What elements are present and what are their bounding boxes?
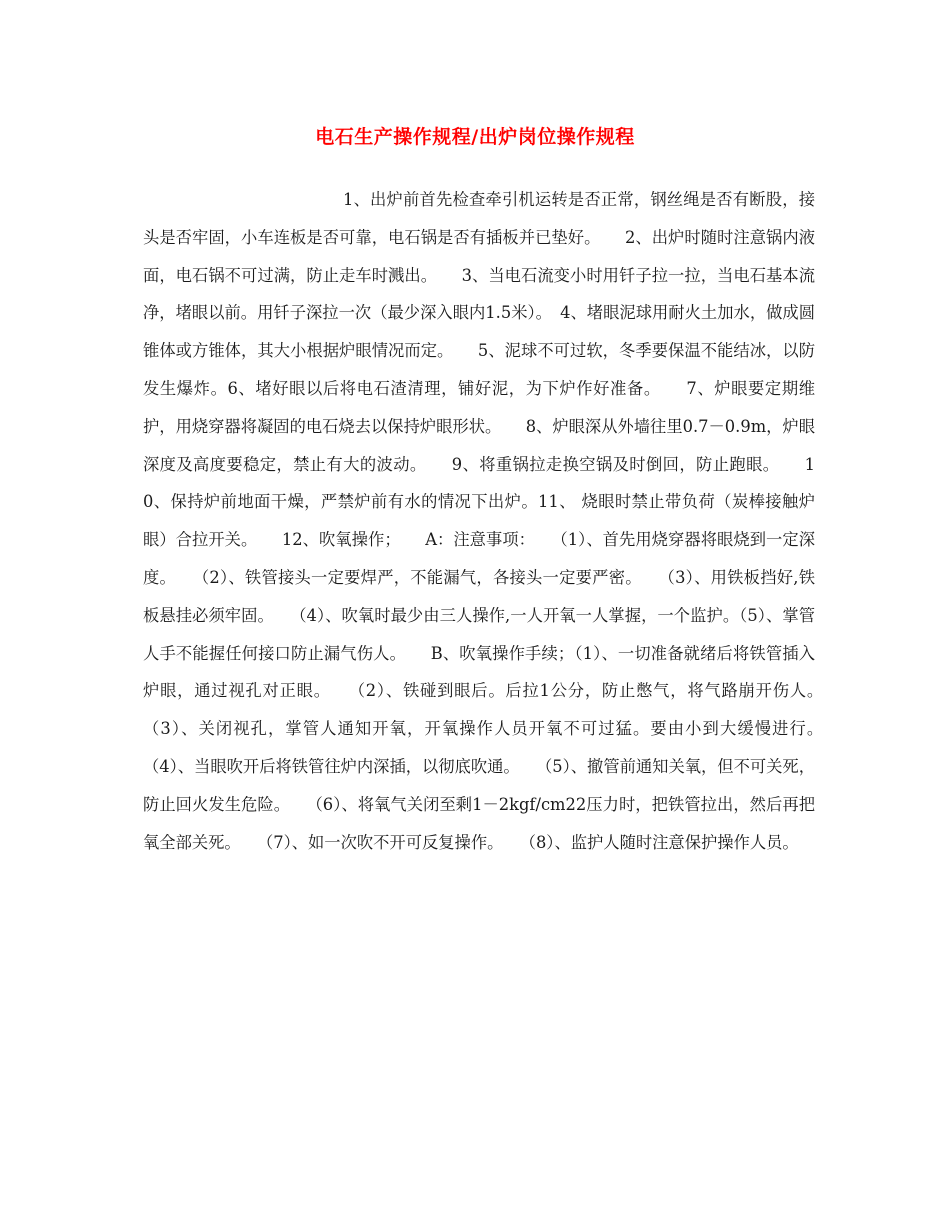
document-title: 电石生产操作规程/出炉岗位操作规程 bbox=[315, 126, 635, 148]
document-body: 1、出炉前首先检查牵引机运转是否正常，钢丝绳是否有断股，接头是否牢固，小车连板是否可靠，电石锅是否有插板并已垫好。 2、出炉时随时注意锅内液面，电石锅不可过满，防止走车时溅出。 3、当电石流变小时用钎子拉一拉，当电石基本流净，堵眼以前。用钎子深拉一次（最少深入眼内1.5米）。 4、堵眼泥球用耐火土加水，做成圆锥体或方锥体，其大小根据炉眼情况而定。 5、泥球不可过软，冬季要保温不能结冰，以防发生爆炸。6、堵好眼以后将电石渣清理，铺好泥，为下炉作好准备。 7、炉眼要定期维护，用烧穿器将凝固的电石烧去以保持炉眼形状。 8、炉眼深从外墙往里0.7－0.9m，炉眼深度及高度要稳定，禁止有大的波动。 9、将重锅拉走换空锅及时倒回，防止跑眼。 10、保持炉前地面干燥，严禁炉前有水的情况下出炉。11、 烧眼时禁止带负荷（炭棒接触炉眼）合拉开关。 12、吹氧操作； A：注意事项： （1）、首先用烧穿器将眼烧到一定深度。 （2）、铁管接头一定要焊严，不能漏气，各接头一定要严密。 （3）、用铁板挡好,铁板悬挂必须牢固。 （4）、吹氧时最少由三人操作,一人开氧一人掌握，一个监护。（5）、掌管人手不能握任何接口防止漏气伤人。 B、吹氧操作手续；（1）、一切准备就绪后将铁管插入炉眼，通过视孔对正眼。 （2）、铁碰到眼后。后拉1公分，防止憋气，将气路崩开伤人。 （3）、关闭视孔，掌管人通知开氧，开氧操作人员开氧不可过猛。要由小到大缓慢进行。 （4）、当眼吹开后将铁管往炉内深插，以彻底吹通。 （5）、撤管前通知关氧，但不可关死，防止回火发生危险。 （6）、将氧气关闭至剩1－2kgf/cm22压力时，把铁管拉出，然后再把氧全部关死。 （7）、如一次吹不开可反复操作。 （8）、监护人随时注意保护操作人员。 bbox=[143, 190, 848, 852]
